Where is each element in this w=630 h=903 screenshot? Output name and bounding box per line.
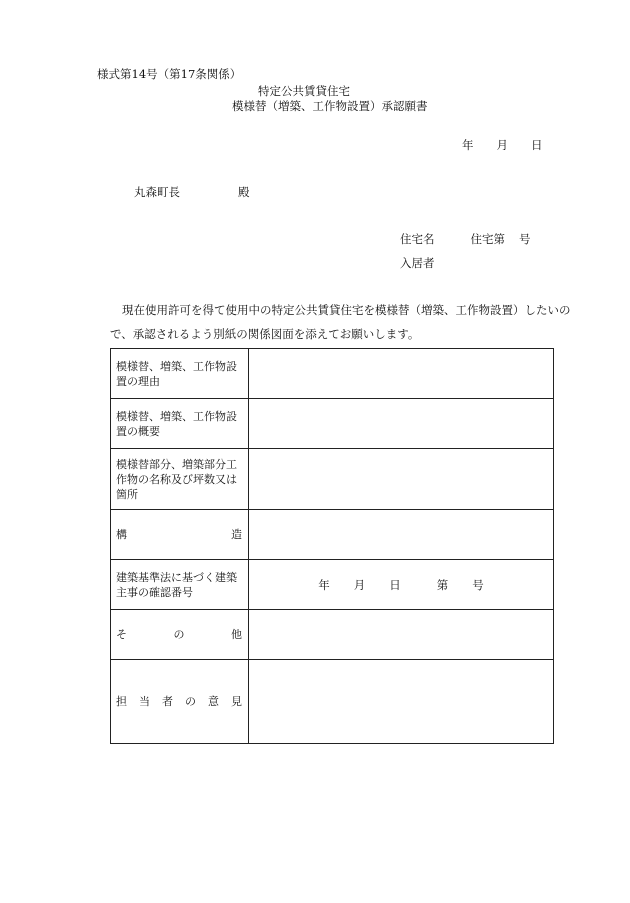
housing-info xyxy=(400,231,531,247)
table-row xyxy=(111,449,554,510)
recipient-name: 丸森町長 xyxy=(134,185,180,199)
row-value-staff-opinion[interactable] xyxy=(249,660,554,744)
row-value-outline[interactable] xyxy=(249,399,554,449)
housing-number-suffix: 号 xyxy=(519,232,531,246)
document-title-line1: 特定公共賃貸住宅 xyxy=(258,84,350,98)
table-row xyxy=(111,399,554,449)
date-line xyxy=(462,137,543,153)
row-label-confirmation-number: 建築基準法に基づく建築主事の確認番号 xyxy=(111,560,249,610)
row-label-outline: 模様替、増築、工作物設置の概要 xyxy=(111,399,249,449)
confirm-dai-label: 第 xyxy=(436,577,449,592)
row-value-structure[interactable] xyxy=(249,510,554,560)
row-label-reason: 模様替、増築、工作物設置の理由 xyxy=(111,349,249,399)
housing-name-label: 住宅名 xyxy=(400,232,435,246)
form-number: 様式第14号（第17条関係） xyxy=(97,67,242,81)
table-row xyxy=(111,560,554,610)
confirm-month-label: 月 xyxy=(353,577,366,592)
row-value-other[interactable] xyxy=(249,610,554,660)
label-char: 意 xyxy=(208,695,219,708)
label-char: 見 xyxy=(231,695,242,708)
label-char: 当 xyxy=(139,695,150,708)
label-char: の xyxy=(173,628,185,641)
confirm-go-label: 号 xyxy=(472,577,484,592)
recipient xyxy=(134,184,250,200)
request-body-text: 現在使用許可を得て使用中の特定公共賃貸住宅を模様替（増築、工作物設置）したいので、承認されるよう別紙の関係図面を添えてお願いします。 xyxy=(110,303,571,341)
row-label-parts: 模様替部分、増築部分工作物の名称及び坪数又は箇所 xyxy=(111,449,249,510)
date-year-label: 年 xyxy=(462,138,474,152)
recipient-honorific: 殿 xyxy=(238,185,250,199)
row-label-other xyxy=(111,610,249,660)
table-row xyxy=(111,660,554,744)
label-char: 者 xyxy=(162,695,173,708)
housing-no-label: 住宅第 xyxy=(470,232,505,246)
table-row xyxy=(111,349,554,399)
table-row xyxy=(111,610,554,660)
row-label-structure xyxy=(111,510,249,560)
label-char: 構 xyxy=(116,528,127,541)
row-value-parts[interactable] xyxy=(249,449,554,510)
label-char: そ xyxy=(116,628,127,641)
row-label-staff-opinion xyxy=(111,660,249,744)
confirm-day-label: 日 xyxy=(389,577,401,592)
label-char: 他 xyxy=(231,628,242,641)
row-value-confirmation-number[interactable] xyxy=(249,560,554,610)
confirm-year-label: 年 xyxy=(318,577,330,592)
date-day-label: 日 xyxy=(531,138,543,152)
date-month-label: 月 xyxy=(496,138,508,152)
label-char: の xyxy=(185,695,196,708)
application-table xyxy=(110,348,554,744)
row-value-reason[interactable] xyxy=(249,349,554,399)
label-char: 担 xyxy=(116,695,127,708)
document-title-line2: 模様替（増築、工作物設置）承認願書 xyxy=(232,99,428,113)
resident-label: 入居者 xyxy=(400,256,435,270)
label-char: 造 xyxy=(231,528,242,541)
table-row xyxy=(111,510,554,560)
